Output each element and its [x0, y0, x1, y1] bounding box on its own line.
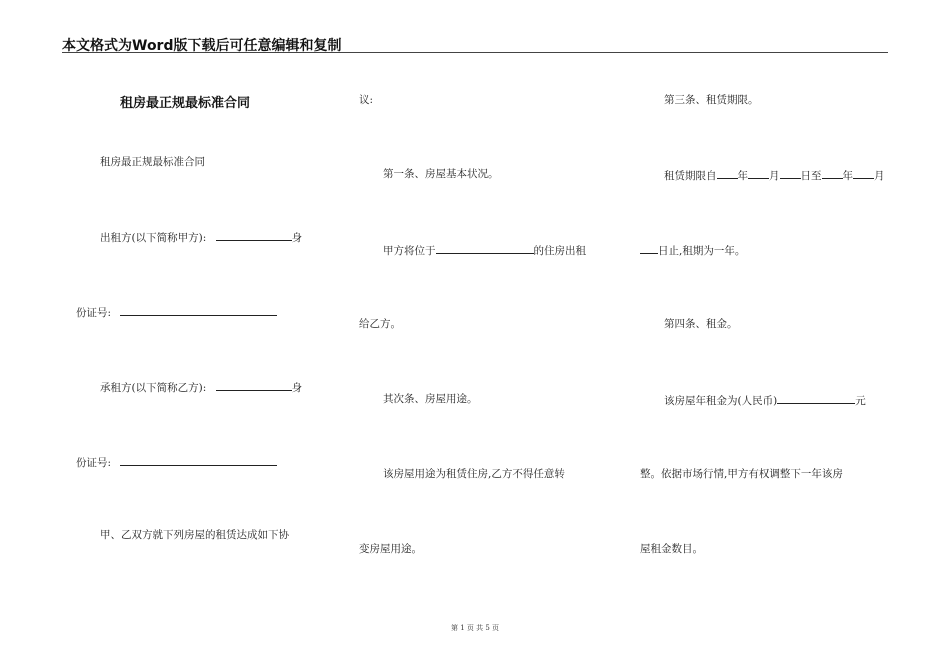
lessee-id-blank [120, 454, 277, 466]
col3-line-2-day-to: 日至 [800, 170, 822, 182]
end-day-blank [640, 242, 658, 254]
col3-line-2-year: 年 [737, 170, 748, 182]
col1-line-4 [100, 379, 302, 395]
col2-line-2: 第一条、房屋基本状况。 [383, 168, 499, 180]
col1-line-5-label: 份证号: [76, 457, 112, 469]
col3-line-2-year2: 年 [842, 170, 853, 182]
col3-line-1: 第三条、租赁期限。 [664, 94, 759, 106]
col1-line-5 [76, 454, 277, 470]
col2-line-3-suffix: 的住房出租 [533, 245, 586, 257]
col3-line-2-month: 月 [769, 170, 780, 182]
col2-line-3 [383, 242, 586, 258]
col3-line-5-label: 该房屋年租金为(人民币) [664, 395, 778, 407]
end-year-blank [822, 167, 843, 179]
col3-line-3-text: 日止,租期为一年。 [658, 245, 746, 257]
page-header-title: 本文格式为Word版下载后可任意编辑和复制 [62, 38, 342, 54]
col3-line-3 [640, 242, 745, 258]
col3-line-2 [664, 167, 885, 183]
col1-line-6: 甲、乙双方就下列房屋的租赁达成如下协 [100, 529, 289, 541]
start-month-blank [748, 167, 769, 179]
col1-line-4-label: 承租方(以下简称乙方): [100, 382, 207, 394]
col3-line-2-month2: 月 [874, 170, 885, 182]
lessor-id-blank [120, 304, 277, 316]
col1-line-1: 租房最正规最标准合同 [100, 156, 205, 168]
end-month-blank [853, 167, 874, 179]
col1-line-4-suffix: 身 [291, 382, 303, 394]
col3-line-4: 第四条、租金。 [664, 318, 738, 330]
annual-rent-blank [777, 392, 855, 404]
lessee-name-blank [216, 379, 292, 391]
start-day-blank [780, 167, 801, 179]
col2-line-6: 该房屋用途为租赁住房,乙方不得任意转 [383, 468, 565, 480]
start-year-blank [717, 167, 738, 179]
col1-line-3-label: 份证号: [76, 307, 112, 319]
col2-line-4: 给乙方。 [359, 318, 401, 330]
col1-line-2 [100, 229, 302, 245]
header-divider [62, 52, 888, 53]
col3-line-6: 整。依据市场行情,甲方有权调整下一年该房 [640, 468, 843, 480]
col3-line-7: 屋租金数目。 [640, 543, 703, 555]
col2-line-3-label: 甲方将位于 [383, 245, 436, 257]
col1-line-2-label: 出租方(以下简称甲方): [100, 232, 207, 244]
col3-line-5 [664, 392, 866, 408]
col3-line-2-from: 租赁期限自 [664, 170, 717, 182]
col2-line-5: 其次条、房屋用途。 [383, 393, 478, 405]
col2-line-1: 议: [359, 94, 374, 106]
property-address-blank [436, 242, 534, 254]
col1-line-3 [76, 304, 277, 320]
col1-line-2-suffix: 身 [291, 232, 303, 244]
page-number-footer: 第 1 页 共 5 页 [450, 624, 500, 632]
document-title: 租房最正规最标准合同 [120, 96, 251, 111]
col2-line-7: 变房屋用途。 [359, 543, 422, 555]
lessor-name-blank [216, 229, 292, 241]
col3-line-5-suffix: 元 [855, 395, 866, 407]
